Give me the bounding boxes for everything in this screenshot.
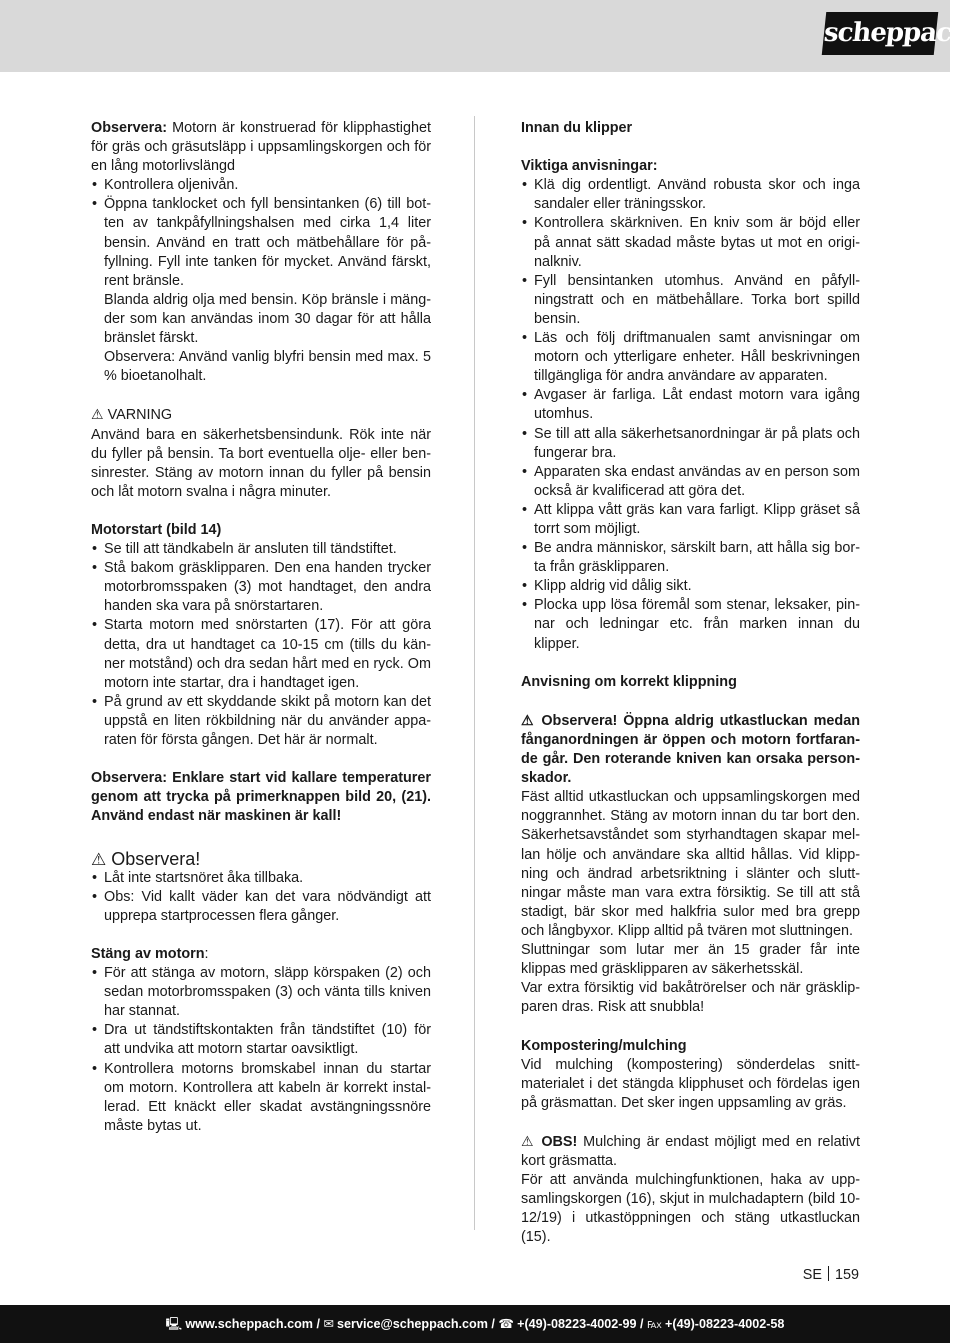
slope-text: Sluttningar som lutar mer än 15 grader får inte klippas med gräsklipparen av säkerhetsskäl. <box>521 942 860 978</box>
mulch-use-text: För att använda mulchingfunktionen, haka av upp-samlingskorgen (16), skjut in mulchadaptern (bild 10-12/19) i utkastöppningen och stäng utkastluckan (15). <box>521 1172 860 1246</box>
list-item: • På grund av ett skyddande skikt på motorn kan det uppstå en liten rökbildning när du använder appa-raten för första gången. Det här är normalt. <box>91 693 431 750</box>
footer-separator: / <box>636 1317 647 1331</box>
list-item: • Avgaser är farliga. Låt endast motorn vara igång utomhus. <box>521 386 860 424</box>
list-item: • Kontrollera oljenivån. <box>91 176 431 195</box>
page-number <box>803 1266 859 1284</box>
page-lang: SE <box>802 1267 822 1283</box>
observera-list <box>91 869 431 926</box>
stop-list <box>91 964 431 1136</box>
section-heading: Innan du klipper <box>521 120 633 136</box>
column-divider <box>474 116 475 1230</box>
mulch-obs-text: Mulching är endast möjligt med en relativt kort gräsmatta. <box>521 1133 860 1170</box>
observera-heading <box>91 848 431 871</box>
list-item: • Be andra människor, särskilt barn, att hålla sig bor-ta från gräsklipparen. <box>521 539 860 577</box>
footer-separator: / <box>312 1317 324 1331</box>
list-item <box>91 195 431 386</box>
mulch-obs-label: OBS! <box>541 1133 578 1150</box>
mulch-text: Vid mulching (kompostering) sönderdelas snitt-materialet i det stängda klipphuset och fördelas igen på gräsmattan. Det sker ingen uppsamling av gräs. <box>521 1056 860 1111</box>
warning-heading <box>91 405 431 425</box>
cold-start-note: Observera: Enklare start vid kallare temperaturer genom att trycka på primerknappen bild 20, (21). Använd endast när maskinen är kall! <box>91 770 431 825</box>
list-item: • Apparaten ska endast användas av en person som också är kvalificerad att göra det. <box>521 463 860 501</box>
scheppach-logo: scheppach <box>822 12 939 55</box>
phone-icon: ☎ <box>498 1317 515 1331</box>
mail-icon: ✉ <box>323 1317 335 1331</box>
list-item: • Läs och följ driftmanualen samt anvisningar om motorn och ytterligare enheter. Håll beskrivningen tillgängliga för andra användare av apparaten. <box>521 329 860 386</box>
section-heading: Anvisning om korrekt klippning <box>521 673 737 690</box>
intro-paragraph <box>91 119 431 176</box>
section-heading: Viktiga anvisningar: <box>521 158 658 175</box>
stop-heading-colon: : <box>204 945 209 962</box>
list-item: • Kontrollera motorns bromskabel innan du startar om motorn. Kontrollera att kabeln är korrekt instal-lerad. Ett knäckt eller skadat avstängningssnöre måste bytas ut. <box>91 1060 431 1136</box>
warning-icon: ⚠ <box>521 711 536 728</box>
warning-icon: ⚠ <box>521 1132 536 1149</box>
warning-icon: ⚠ <box>91 849 107 869</box>
list-item: • Låt inte startsnöret åka tillbaka. <box>91 869 431 888</box>
list-item: • Klipp aldrig vid dålig sikt. <box>521 577 860 596</box>
list-item: • Obs: Vid kallt väder kan det vara nödvändigt att upprepa startprocessen flera gånger. <box>91 888 431 926</box>
observera-title: Observera! <box>111 848 201 869</box>
list-item: • Se till att alla säkerhetsanordningar är på plats och fungerar bra. <box>521 425 860 463</box>
section-heading: Motorstart (bild 14) <box>91 521 222 538</box>
fuel-extra-text: Blanda aldrig olja med bensin. Köp bränsle i mäng-der som kan användas inom 30 dagar för att hålla bränslet färskt. <box>104 291 431 347</box>
list-item-text: Öppna tanklocket och fyll bensintanken (6) till bot-ten av tankpåfyllningshalsen med cirka 1,4 liter bensin. Använd en tratt och mätbehållare för på-fyllning. Fyll inte tanken för mycket. Använd färskt, rent bränsle. <box>104 196 431 289</box>
intro-text: Motorn är konstruerad för klipphastighet för gräs och gräsutsläpp i uppsamlingskorgen och för en lång motorlivslängd <box>91 120 431 175</box>
fuel-extra-text: Observera: Använd vanlig blyfri bensin med max. 5 % bioetanolhalt. <box>104 349 431 385</box>
fax-icon: ℻ <box>647 1317 663 1331</box>
important-list <box>521 176 860 653</box>
list-item: • Starta motorn med snörstarten (17). För att göra detta, dra ut handtaget ca 10-15 cm (tills du kän-ner motstånd) och dra sedan hårt med en ryck. Om motorn inte startar, dra i handtaget igen. <box>91 616 431 692</box>
stop-heading <box>91 945 431 964</box>
list-item: • Klä dig ordentligt. Använd robusta skor och inga sandaler eller träningsskor. <box>521 176 860 214</box>
footer-email-link[interactable]: service@scheppach.com <box>337 1317 488 1331</box>
monitor-icon: 🖳 <box>165 1317 183 1331</box>
footer-phone: +(49)-08223-4002-99 <box>517 1317 637 1331</box>
list-item: • Att klippa vått gräs kan vara farligt. Klipp gräset så torrt som möjligt. <box>521 501 860 539</box>
cutting-warning-text: Observera! Öppna aldrig utkastluckan medan fånganordningen är öppen och motorn fortfaran-de går. Den roterande kniven kan orsaka person-skador. <box>521 712 860 787</box>
page-number-separator <box>828 1266 829 1281</box>
section-heading: Kompostering/mulching <box>521 1037 687 1054</box>
footer-fax: +(49)-08223-4002-58 <box>665 1317 785 1331</box>
page-number-value: 159 <box>834 1267 859 1283</box>
stop-heading-label: Stäng av motorn <box>91 945 205 962</box>
list-item: • Fyll bensintanken utomhus. Använd en påfyll-ningstratt och en mätbehållare. Torka bort spilld bensin. <box>521 272 860 329</box>
footer-separator: / <box>487 1317 499 1331</box>
warning-icon: ⚠ <box>91 406 104 423</box>
reverse-text: Var extra försiktig vid bakåtrörelser och när gräsklip-paren dras. Risk att snubbla! <box>521 980 860 1016</box>
footer-website-link[interactable]: www.scheppach.com <box>185 1317 313 1331</box>
list-item: • Kontrollera skärkniven. En kniv som är böjd eller på annat sätt skadad måste bytas ut mot en origi-nalkniv. <box>521 214 860 271</box>
right-column <box>521 119 860 1248</box>
warning-text: Använd bara en säkerhetsbensindunk. Rök inte när du fyller på bensin. Ta bort eventuella olje- eller ben-sinrester. Stäng av motorn innan du fyller på bensin och låt motorn svalna i några minuter. <box>91 426 431 500</box>
fuel-list <box>91 176 431 386</box>
list-item: • Se till att tändkabeln är ansluten till tändstiftet. <box>91 540 431 559</box>
mulch-obs <box>521 1132 860 1171</box>
header-band <box>0 0 971 72</box>
warning-title: VARNING <box>107 407 173 424</box>
list-item: • För att stänga av motorn, släpp körspaken (2) och sedan motorbromsspaken (3) och vänta tills kniven har stannat. <box>91 964 431 1021</box>
list-item: • Dra ut tändstiftskontakten från tändstiftet (10) för att undvika att motorn startar oavsiktligt. <box>91 1021 431 1059</box>
left-column <box>91 119 431 1136</box>
start-list <box>91 540 431 750</box>
list-item: • Plocka upp lösa föremål som stenar, leksaker, pin-nar och ledningar etc. från marken innan du klipper. <box>521 596 860 653</box>
cutting-text: Fäst alltid utkastluckan och uppsamlingskorgen med noggrannhet. Stäng av motorn innan du tar bort den. Säkerhetsavståndet som styrhandtagen skapar mel-lan hölje och användare ska alltid hållas. Vid klipp-ning och ändrad arbetsriktning i slänter och slutt-ningar måste man vara extra försiktig. Se till att stå stadigt, bär skor med halkfria sulor med bra grepp och långbyxor. Klipp alltid på tvären mot sluttningen. <box>521 789 860 939</box>
list-item: • Stå bakom gräsklipparen. Den ena handen trycker motorbromsspaken (3) mot handtaget, den andra handen ska vara på snörstartaren. <box>91 559 431 616</box>
cutting-warning <box>521 711 860 788</box>
intro-label: Observera: <box>91 120 167 136</box>
footer-bar <box>0 1305 950 1343</box>
